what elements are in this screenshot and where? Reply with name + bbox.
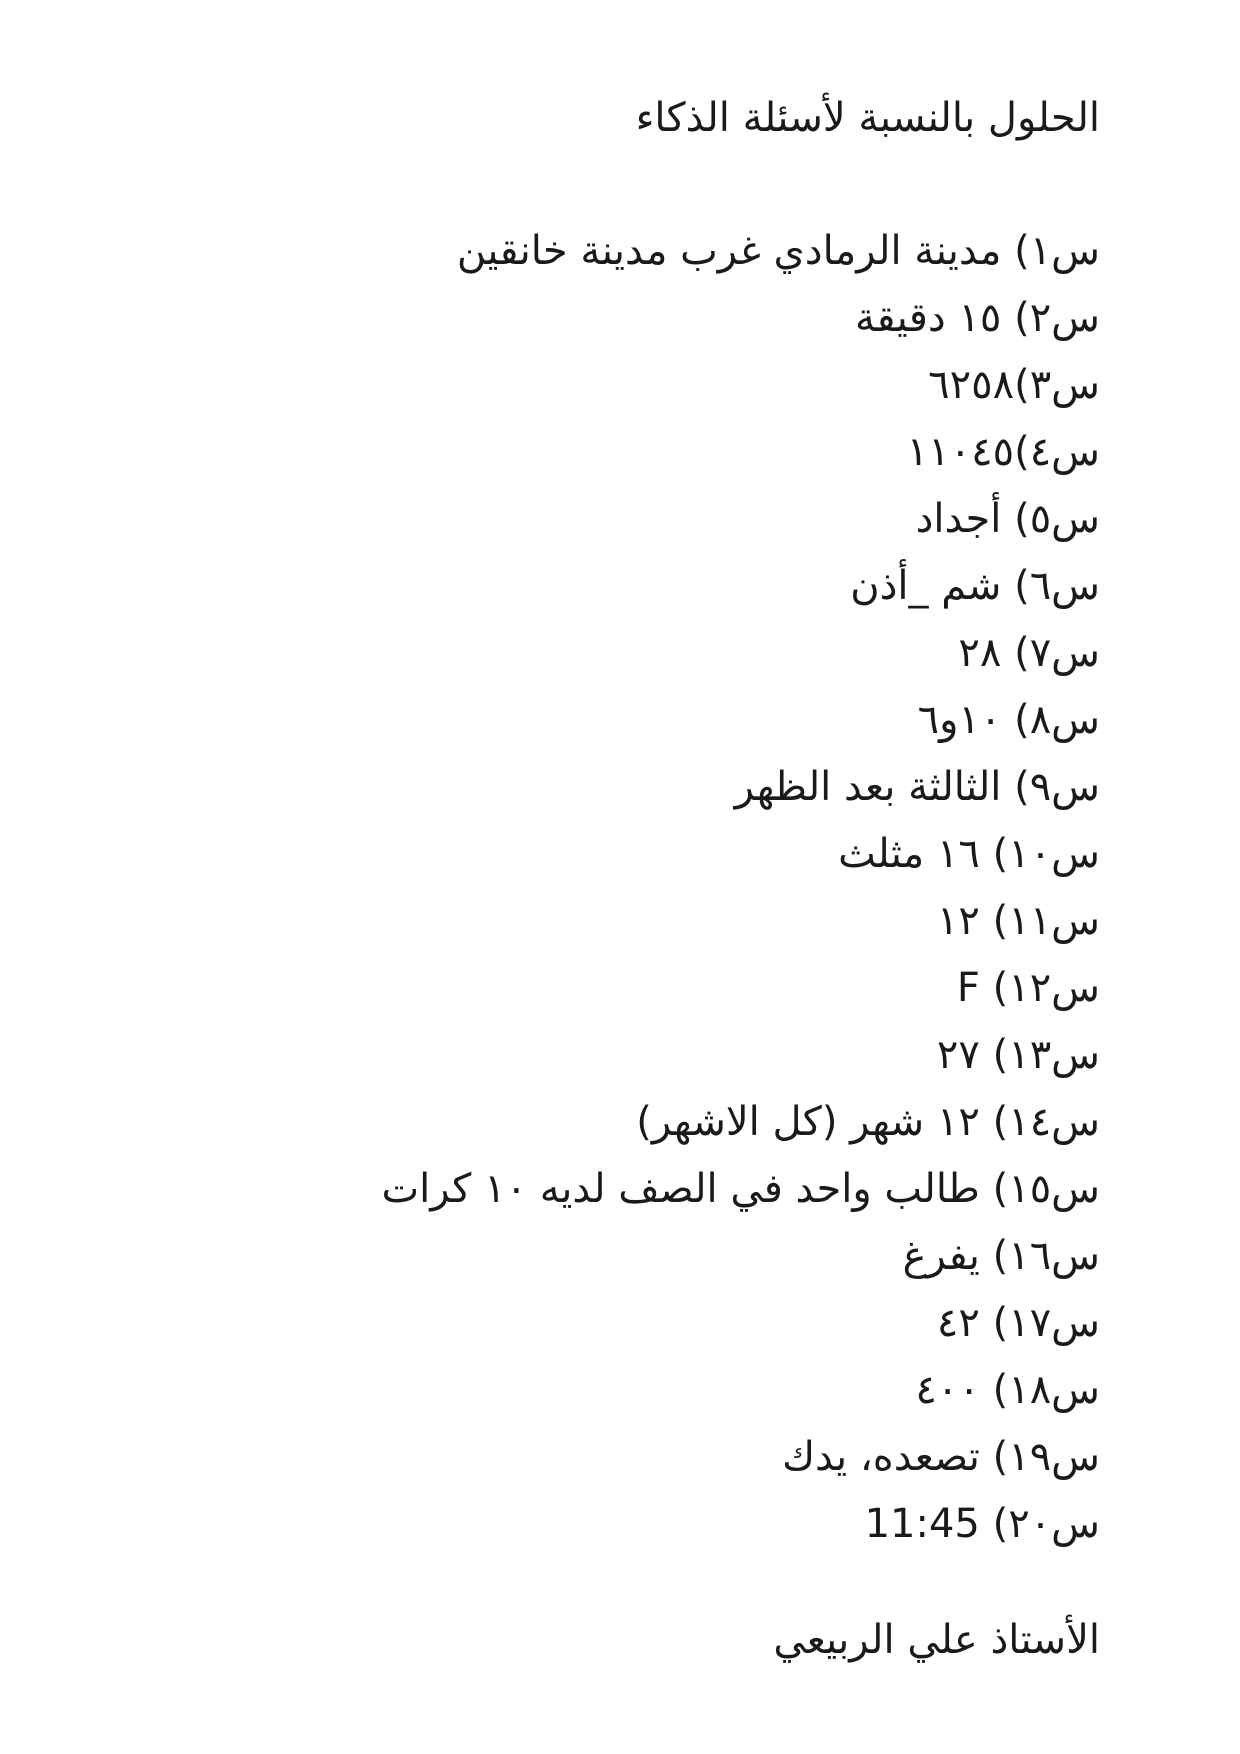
answer-item: س١٣) ٢٧ bbox=[936, 1032, 1100, 1078]
page-title: الحلول بالنسبة لأسئلة الذكاء bbox=[635, 95, 1100, 141]
answer-item: س٩) الثالثة بعد الظهر bbox=[734, 764, 1100, 810]
answer-item: س٨) ١٠و٦ bbox=[917, 697, 1100, 743]
answers-list bbox=[381, 218, 1100, 1558]
answer-item: س١١) ١٢ bbox=[936, 898, 1100, 944]
answer-item: س١٢) F bbox=[956, 965, 1100, 1011]
answer-item: س١٩) تصعده، يدك bbox=[782, 1434, 1100, 1480]
answer-item: س٥) أجداد bbox=[915, 496, 1100, 542]
answer-item: س١) مدينة الرمادي غرب مدينة خانقين bbox=[456, 228, 1100, 274]
author-signature: الأستاذ علي الربيعي bbox=[773, 1617, 1100, 1663]
answer-item: س١٤) ١٢ شهر (كل الاشهر) bbox=[636, 1099, 1100, 1145]
answer-item: س٢) ١٥ دقيقة bbox=[854, 295, 1100, 341]
answer-item: س٢٠) 11:45 bbox=[864, 1501, 1100, 1547]
answer-item: س١٠) ١٦ مثلث bbox=[838, 831, 1100, 877]
answer-item: س١٧) ٤٢ bbox=[936, 1300, 1100, 1346]
answer-item: س١٥) طالب واحد في الصف لديه ١٠ كرات bbox=[381, 1166, 1100, 1212]
answer-item: س١٦) يفرغ bbox=[902, 1233, 1100, 1279]
answer-item: س١٨) ٤٠٠ bbox=[915, 1367, 1100, 1413]
answer-item: س٧) ٢٨ bbox=[958, 630, 1100, 676]
answer-item: س٦) شم _أذن bbox=[850, 563, 1100, 609]
answer-item: س٣)٦٢٥٨ bbox=[928, 362, 1100, 408]
answer-item: س٤)١١٠٤٥ bbox=[906, 429, 1100, 475]
